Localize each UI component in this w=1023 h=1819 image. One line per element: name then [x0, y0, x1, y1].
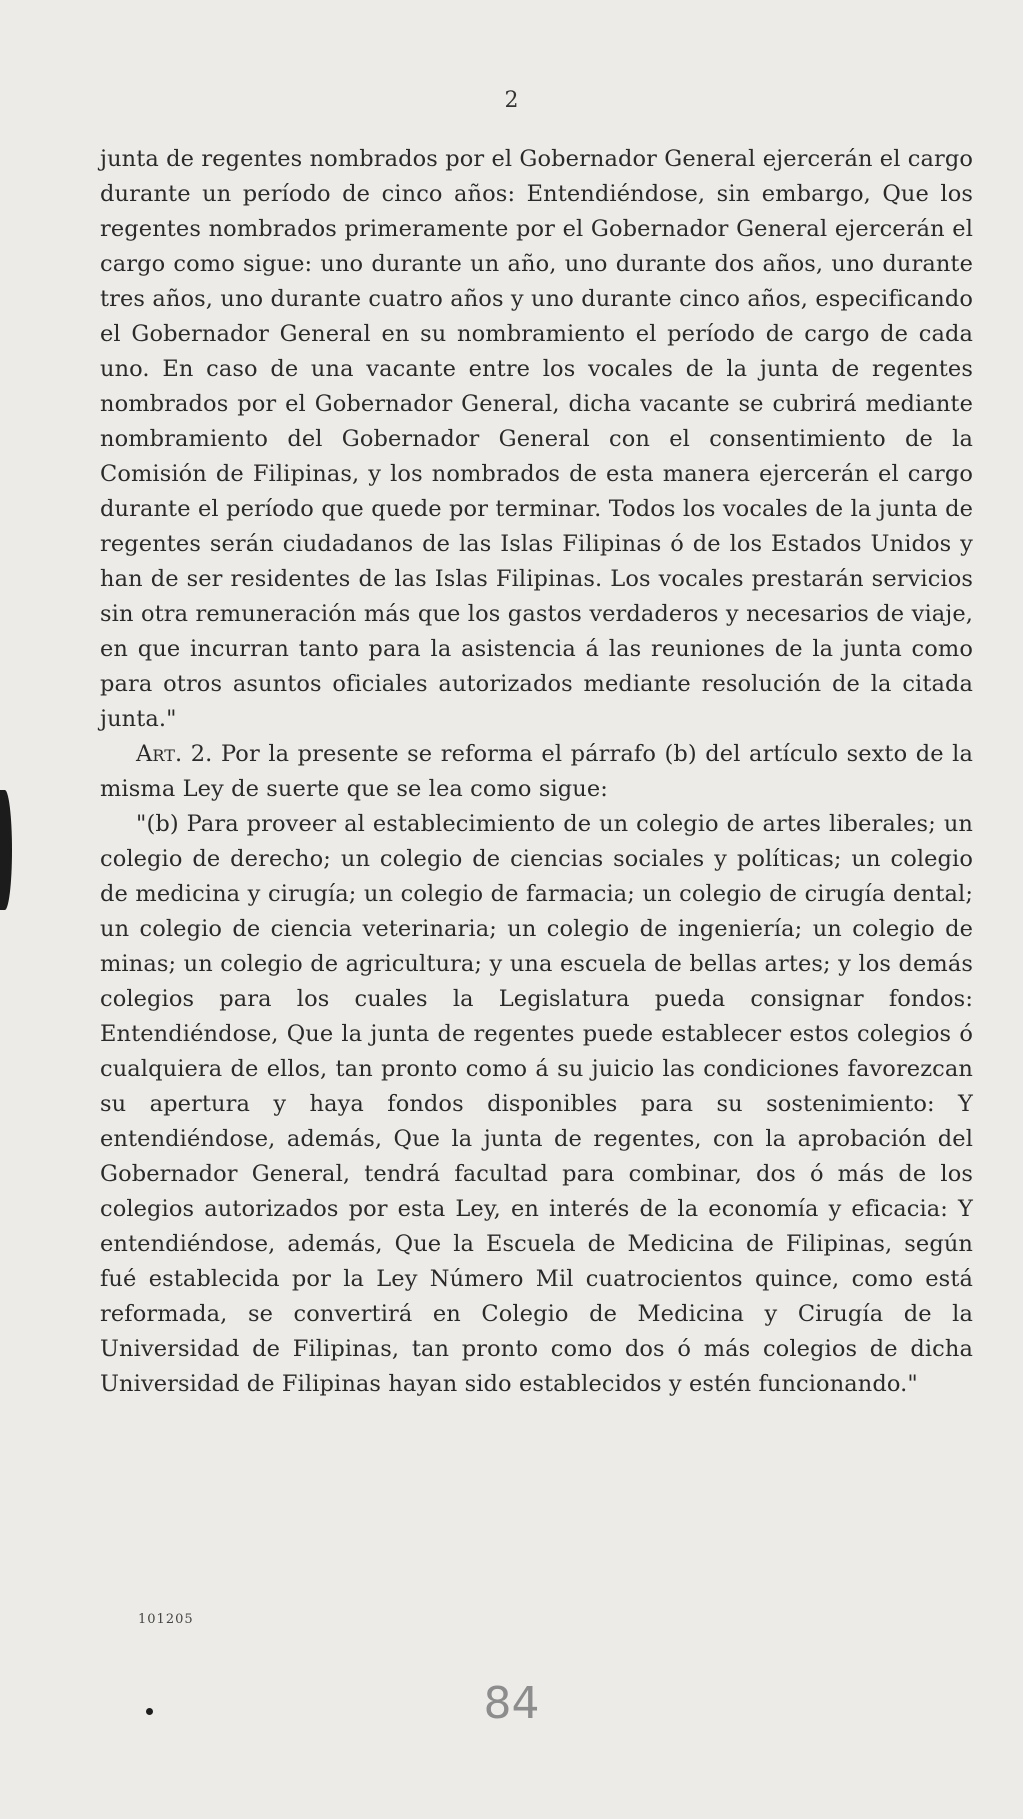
- sheet-number: 84: [483, 1678, 540, 1729]
- paragraph-continuation: junta de regentes nombrados por el Gobernador General ejercerán el cargo durante un período de cinco años: Entendiéndose, sin embargo, Que los regentes nombrados primeramente por el Gobernador General ejercerán el cargo como sigue: uno durante un año, uno durante dos años, uno durante tres años, uno durante cuatro años y uno durante cinco años, especificando el Gobernador General en su nombramiento el período de cargo de cada uno. En caso de una vacante entre los vocales de la junta de regentes nombrados por el Gobernador General, dicha vacante se cubrirá mediante nombramiento del Gobernador General con el consentimiento de la Comisión de Filipinas, y los nombrados de esta manera ejercerán el cargo durante el período que quede por terminar. Todos los vocales de la junta de regentes serán ciudadanos de las Islas Filipinas ó de los Estados Unidos y han de ser residentes de las Islas Filipinas. Los vocales prestarán servicios sin otra remuneración más que los gastos verdaderos y necesarios de viaje, en que incurran tanto para la asistencia á las reuniones de la junta como para otros asuntos oficiales autorizados mediante resolución de la citada junta.": [100, 146, 973, 732]
- paragraph-section-b: "(b) Para proveer al establecimiento de un colegio de artes liberales; un colegio de derecho; un colegio de ciencias sociales y políticas; un colegio de medicina y cirugía; un colegio de farmacia; un colegio de cirugía dental; un colegio de ciencia veterinaria; un colegio de ingeniería; un colegio de minas; un colegio de agricultura; y una escuela de bellas artes; y los demás colegios para los cuales la Legislatura pueda consignar fondos: Entendiéndose, Que la junta de regentes puede establecer estos colegios ó cualquiera de ellos, tan pronto como á su juicio las condiciones favorezcan su apertura y haya fondos disponibles para su sostenimiento: Y entendiéndose, además, Que la junta de regentes, con la aprobación del Gobernador General, tendrá facultad para combinar, dos ó más de los colegios autorizados por esta Ley, en interés de la economía y eficacia: Y entendiéndose, además, Que la Escuela de Medicina de Filipinas, según fué establecida por la Ley Número Mil cuatrocientos quince, como está reformada, se convertirá en Colegio de Medicina y Cirugía de la Universidad de Filipinas, tan pronto como dos ó más colegios de dicha Universidad de Filipinas hayan sido establecidos y estén funcionando.": [100, 811, 973, 1397]
- article-2-text: Por la presente se reforma el párrafo (b) del artículo sexto de la misma Ley de suerte que se lea como sigue:: [100, 741, 973, 802]
- print-code: 101205: [138, 1612, 194, 1627]
- body-text: [100, 142, 973, 1402]
- article-label: Art. 2.: [136, 741, 213, 767]
- page-number: 2: [504, 88, 519, 113]
- paragraph-article-2: [100, 737, 973, 807]
- page-edge-shadow: [0, 790, 12, 910]
